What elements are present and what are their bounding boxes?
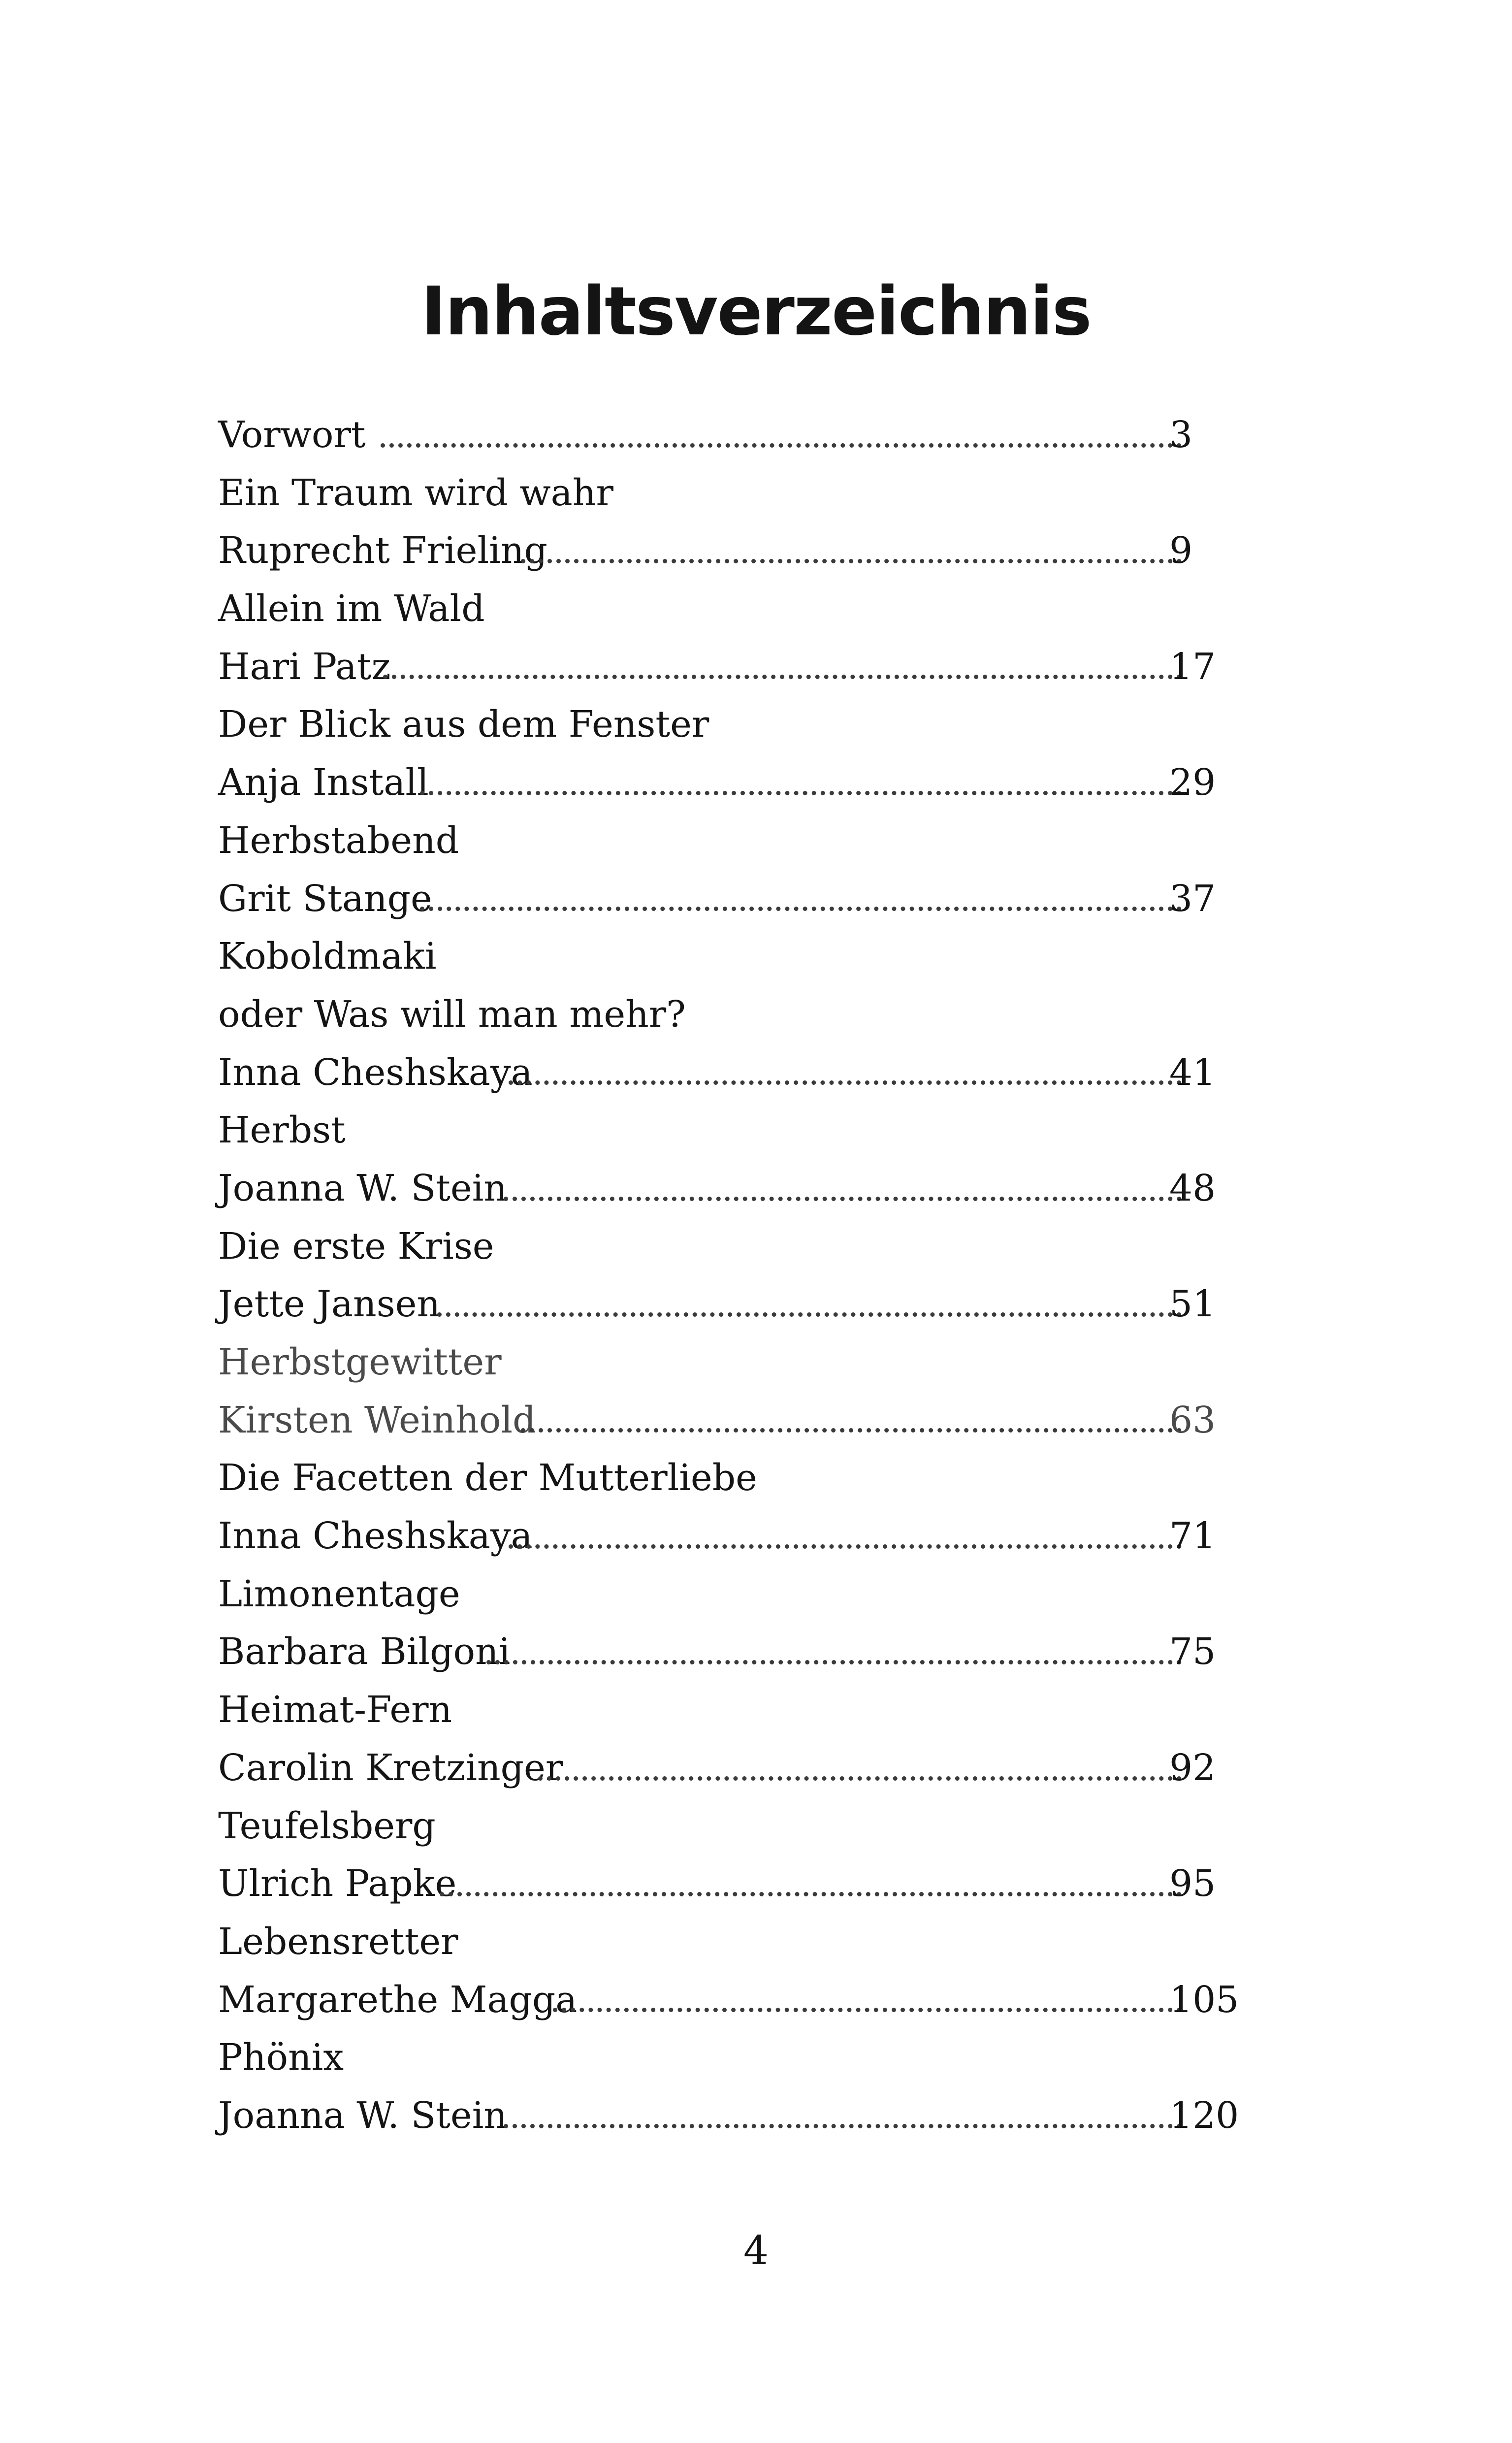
toc-page-number: 71 — [1169, 1515, 1216, 1558]
toc-page-number: 48 — [1169, 1167, 1216, 1209]
toc-entry — [218, 1044, 1242, 1102]
toc-entry — [218, 1681, 1242, 1739]
toc-entry-text: Koboldmaki — [218, 935, 437, 978]
toc-page-number: 95 — [1169, 1862, 1216, 1905]
toc-entry — [218, 638, 1242, 696]
toc-page-number: 17 — [1169, 645, 1216, 688]
toc-entry — [218, 1218, 1242, 1276]
toc-entry-text: Der Blick aus dem Fenster — [218, 703, 709, 746]
toc-entry-text: Hari Patz — [218, 645, 391, 688]
toc-entry — [218, 986, 1242, 1044]
toc-entry — [218, 1507, 1242, 1565]
toc-entry-text: Grit Stange — [218, 877, 432, 920]
toc-page-number: 92 — [1169, 1746, 1216, 1789]
toc-page-number: 41 — [1169, 1051, 1216, 1094]
toc-entry-text: Jette Jansen — [218, 1283, 441, 1326]
toc-entry — [218, 1102, 1242, 1160]
toc-page-number: 120 — [1169, 2094, 1239, 2137]
page-number: 4 — [743, 2227, 769, 2273]
toc-entry-text: Teufelsberg — [218, 1804, 436, 1847]
toc-page-number: 75 — [1169, 1630, 1216, 1673]
toc-entry-text: Anja Install — [218, 761, 429, 804]
dot-leader — [218, 638, 1242, 696]
toc-entry-text: Herbst — [218, 1109, 346, 1152]
dot-leader — [218, 1044, 1242, 1102]
toc-page-number: 105 — [1169, 1978, 1239, 2021]
toc-entry — [218, 1739, 1242, 1797]
toc-entry-text: Allein im Wald — [218, 587, 485, 630]
toc-entry — [218, 870, 1242, 928]
toc-entry — [218, 1160, 1242, 1218]
toc-entry — [218, 1275, 1242, 1334]
toc-entry-text: Kirsten Weinhold — [218, 1399, 536, 1441]
toc-entry — [218, 522, 1242, 580]
toc-entry — [218, 1797, 1242, 1856]
toc-entry-text: Joanna W. Stein — [218, 2094, 508, 2137]
toc-entry-text: Phönix — [218, 2036, 344, 2079]
dot-leader — [218, 1971, 1242, 2029]
dot-leader — [218, 406, 1242, 464]
toc-entry — [218, 1565, 1242, 1624]
toc-page-number: 37 — [1169, 877, 1216, 920]
toc-page-number: 51 — [1169, 1283, 1216, 1326]
toc-entry — [218, 406, 1242, 464]
table-of-contents — [218, 406, 1242, 2145]
toc-entry-text: Die Facetten der Mutterliebe — [218, 1457, 757, 1499]
toc-entry — [218, 2087, 1242, 2145]
toc-entry-text: oder Was will man mehr? — [218, 993, 686, 1036]
dot-leader — [218, 1275, 1242, 1334]
dot-leader — [218, 1160, 1242, 1218]
toc-entry — [218, 1913, 1242, 1971]
toc-entry-text: Ruprecht Frieling — [218, 529, 547, 572]
toc-entry — [218, 1334, 1242, 1392]
toc-page-number: 9 — [1169, 529, 1193, 572]
toc-entry — [218, 464, 1242, 522]
dot-leader — [218, 1739, 1242, 1797]
toc-entry-text: Herbstabend — [218, 819, 459, 862]
dot-leader — [218, 1507, 1242, 1565]
toc-page-number: 63 — [1169, 1399, 1216, 1441]
toc-entry-text: Herbstgewitter — [218, 1341, 502, 1383]
toc-page-number: 3 — [1169, 414, 1193, 456]
toc-entry-text: Inna Cheshskaya — [218, 1051, 533, 1094]
dot-leader — [218, 754, 1242, 812]
toc-entry-text: Lebensretter — [218, 1920, 458, 1963]
toc-entry-text: Limonentage — [218, 1572, 460, 1615]
toc-entry-text: Heimat-Fern — [218, 1689, 452, 1731]
toc-entry-text: Vorwort — [218, 414, 366, 456]
toc-entry — [218, 1971, 1242, 2029]
dot-leader — [218, 2087, 1242, 2145]
page-title: Inhaltsverzeichnis — [421, 273, 1091, 351]
toc-entry-text: Ein Traum wird wahr — [218, 471, 613, 514]
toc-entry — [218, 754, 1242, 812]
dot-leader — [218, 1855, 1242, 1913]
toc-entry-text: Die erste Krise — [218, 1225, 494, 1268]
toc-entry — [218, 928, 1242, 986]
toc-entry-text: Joanna W. Stein — [218, 1167, 508, 1209]
toc-entry — [218, 812, 1242, 870]
toc-entry — [218, 1855, 1242, 1913]
toc-entry — [218, 696, 1242, 754]
toc-entry-text: Barbara Bilgoni — [218, 1630, 511, 1673]
toc-entry — [218, 580, 1242, 638]
toc-entry-text: Carolin Kretzinger — [218, 1746, 563, 1789]
toc-entry — [218, 2029, 1242, 2087]
toc-entry-text: Margarethe Magga — [218, 1978, 578, 2021]
dot-leader — [218, 870, 1242, 928]
toc-entry — [218, 1392, 1242, 1450]
toc-entry-text: Inna Cheshskaya — [218, 1515, 533, 1558]
toc-page-number: 29 — [1169, 761, 1216, 804]
toc-entry-text: Ulrich Papke — [218, 1862, 457, 1905]
toc-entry — [218, 1449, 1242, 1507]
toc-entry — [218, 1623, 1242, 1681]
dot-leader — [218, 1392, 1242, 1450]
dot-leader — [218, 522, 1242, 580]
dot-leader — [218, 1623, 1242, 1681]
